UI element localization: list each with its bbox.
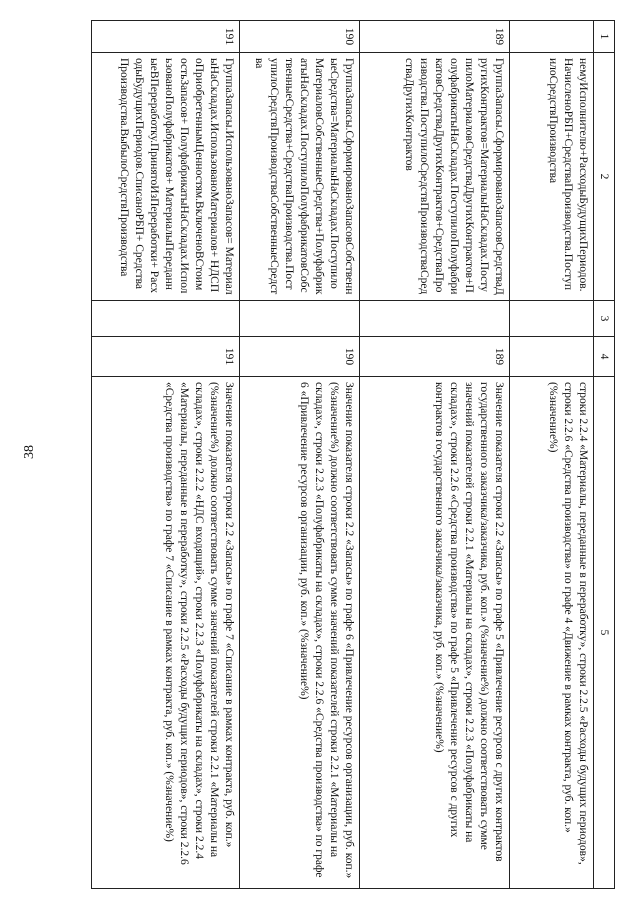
- table-header-row: [594, 21, 615, 889]
- row-number: 189: [360, 21, 510, 53]
- formula-cell: ГруппаЗапасы.ИспользованоЗапасов= МатериалыНаСкладах.ИспользованоМатериалов+ НДСПоПриобретеннымЦенностям.ВключеноВСтоимостьЗапасов+ ПолуфабрикатыНаСкладах.ИспользованоПолуфабрикатов+ МатериалыПереданныеВПереработку.ПринятоИзПереработки+ РасходыБудущихПериодов.СписаноРБП+ СредстваПроизводства.ВыбылоСредствПроизводства: [92, 53, 240, 301]
- description-cell: Значение показателя строки 2.2 «Запасы» по графе 5 «Привлечение ресурсов с других контрактов государственного заказчика/заказчика, руб. коп.» (%значение%) должно соответствовать сумме значений показателей строки 2.2.1 «Материалы на складах», строки 2.2.3 «Полуфабрикаты на складах», строки 2.2.6 «Средства производства» по графе 5 «Привлечение ресурсов с других контрактов государственного заказчика/заказчика, руб. коп.» (%значение%): [360, 377, 510, 889]
- column-header-3: 3: [594, 301, 615, 337]
- formula-cell: ГруппаЗапасы.СформированоЗапасовСобственныеСредства=МатериалыНаСкладах.ПоступилоМатериаловСобственныеСредства+ПолуфабрикатыНаСкладах.ПоступилоПолуфабрикатовСобственныеСредства+СредстваПроизводства.ПоступилоСредствПроизводстваСобственныеСредства: [240, 53, 360, 301]
- table-row: [240, 21, 360, 889]
- row-number: 190: [240, 21, 360, 53]
- description-cell: Значение показателя строки 2.2 «Запасы» по графе 6 «Привлечение ресурсов организации, руб. коп.» (%значение%) должно соответствовать сумме значений показателей строки 2.2.1 «Материалы на складах», строки 2.2.3 «Полуфабрикаты на складах», строки 2.2.6 «Средства производства» по графе 6 «Привлечение ресурсов организации, руб. коп.» (%значение%): [240, 377, 360, 889]
- row-number: 191: [92, 21, 240, 53]
- row-number: [510, 21, 594, 53]
- empty-cell: [92, 301, 240, 337]
- column-header-5: 5: [594, 377, 615, 889]
- table-row: [92, 21, 240, 889]
- empty-cell: [240, 301, 360, 337]
- column-header-1: 1: [594, 21, 615, 53]
- line-number: 189: [360, 337, 510, 377]
- formula-cell: ГруппаЗапасы.СформированоЗапасовСредстваДругихКонтрактов=МатериалыНаСкладах.ПоступилоМатериаловСредстваДругихКонтрактов+ПолуфабрикатыНаСкладах.ПоступилоПолуфабрикатовСредстваДругихКонтрактов+СредстваПроизводства.ПоступилоСредствПроизводстваСредстваДругихКонтрактов: [360, 53, 510, 301]
- line-number: 190: [240, 337, 360, 377]
- empty-cell: [510, 301, 594, 337]
- table-row: [360, 21, 510, 889]
- description-cell: строки 2.2.4 «Материалы, переданные в переработку», строки 2.2.5 «Расходы будущих периодов», строки 2.2.6 «Средства производства» по графе 4 «Движение в рамках контракта, руб. коп.» (%значение%): [510, 377, 594, 889]
- column-header-2: 2: [594, 53, 615, 301]
- line-number: [510, 337, 594, 377]
- column-header-4: 4: [594, 337, 615, 377]
- empty-cell: [360, 301, 510, 337]
- table-row: [510, 21, 594, 889]
- validation-rules-table: [91, 20, 615, 889]
- formula-cell: немуИсполнителю+РасходыБудущихПериодов.НачисленоРБП+СредстваПроизводства.ПоступилоСредствПроизводства: [510, 53, 594, 301]
- line-number: 191: [92, 337, 240, 377]
- rotated-page-content: [90, 20, 615, 888]
- description-cell: Значение показателя строки 2.2 «Запасы» по графе 7 «Списание в рамках контракта, руб. коп.» (%значение%) должно соответствовать сумме значений показателей строки 2.2.1 «Материалы на складах», строки 2.2.2 «НДС входящий», строки 2.2.3 «Полуфабрикаты на складах», строки 2.2.4 «Материалы, переданные в переработку», строки 2.2.5 «Расходы будущих периодов», строки 2.2.6 «Средства производства» по графе 7 «Списание в рамках контракта, руб. коп.» (%значение%): [92, 377, 240, 889]
- page-number: 38: [22, 445, 37, 459]
